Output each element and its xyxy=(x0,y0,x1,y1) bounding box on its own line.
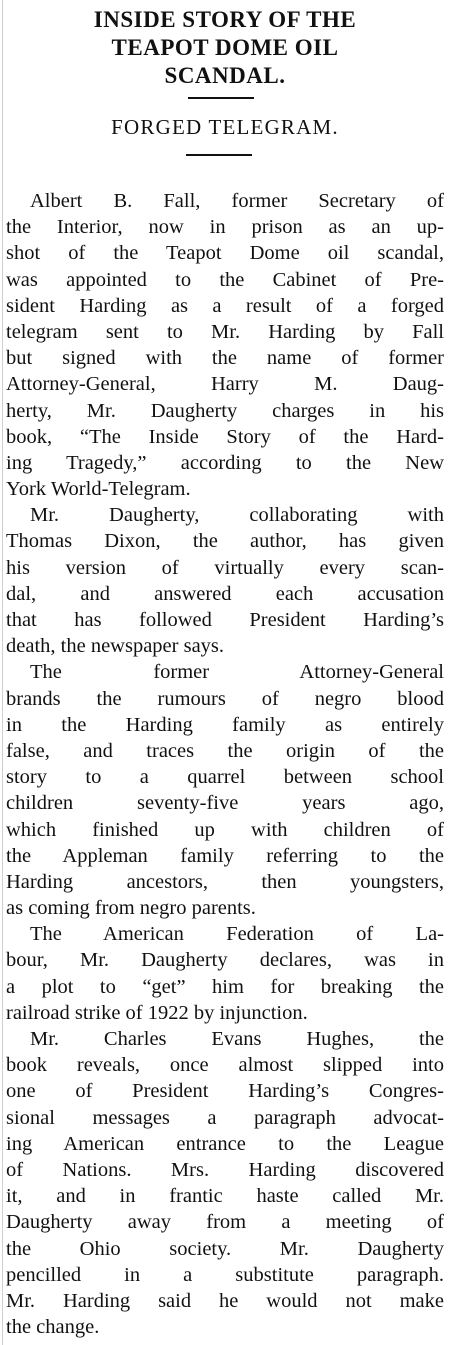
article-line: Harding ancestors, then youngsters, xyxy=(6,870,444,893)
column-edge-rule xyxy=(2,0,3,1345)
article-line: his version of virtually every scan- xyxy=(6,556,444,579)
article-body xyxy=(6,188,444,1340)
article-line: York World-Telegram. xyxy=(6,478,191,501)
article-line: which finished up with children of xyxy=(6,818,444,841)
article-line: Mr. Charles Evans Hughes, the xyxy=(30,1028,444,1050)
article-line: but signed with the name of former xyxy=(6,347,444,370)
article-line: The former Attorney-General xyxy=(30,661,444,684)
article-line: Thomas Dixon, the author, has given xyxy=(6,530,444,553)
article-line: that has followed President Harding’s xyxy=(6,609,444,631)
article-line: sident Harding as a result of a forged xyxy=(6,294,444,317)
headline-line-2: TEAPOT DOME OIL xyxy=(111,35,339,60)
article-line: it, and in frantic haste called Mr. xyxy=(6,1185,444,1208)
article-line: false, and traces the origin of the xyxy=(6,739,444,762)
article-line: book reveals, once almost slipped into xyxy=(6,1054,444,1077)
article-line: one of President Harding’s Congres- xyxy=(6,1080,444,1103)
article-line: The American Federation of La- xyxy=(30,923,444,946)
article-line: telegram sent to Mr. Harding by Fall xyxy=(6,320,444,343)
article-line: children seventy-five years ago, xyxy=(6,792,444,815)
article-line: as coming from negro parents. xyxy=(6,897,256,920)
article-line: death, the newspaper says. xyxy=(6,635,225,658)
article-line: of Nations. Mrs. Harding discovered xyxy=(6,1158,444,1181)
article-line: ing American entrance to the League xyxy=(6,1132,444,1155)
article-line: ing Tragedy,” according to the New xyxy=(6,451,444,474)
article-line: Mr. Harding said he would not make xyxy=(6,1289,444,1312)
article-line: Daugherty away from a meeting of xyxy=(6,1211,444,1234)
article-line: bour, Mr. Daugherty declares, was in xyxy=(6,949,444,972)
article-line: book, “The Inside Story of the Hard- xyxy=(6,425,444,448)
article-line: the change. xyxy=(6,1316,100,1339)
headline-line-3: SCANDAL. xyxy=(164,63,286,88)
subheadline-divider xyxy=(186,154,252,156)
article-line: dal, and answered each accusation xyxy=(6,582,444,605)
headline-divider xyxy=(188,97,254,99)
article-line: was appointed to the Cabinet of Pre- xyxy=(6,268,444,291)
article-line: pencilled in a substitute paragraph. xyxy=(6,1263,444,1286)
article-line: railroad strike of 1922 by injunction. xyxy=(6,1001,308,1024)
headline xyxy=(0,6,450,90)
article-line: story to a quarrel between school xyxy=(6,766,444,789)
article-line: the Ohio society. Mr. Daugherty xyxy=(6,1237,444,1260)
article-line: Albert B. Fall, former Secretary of xyxy=(30,190,444,212)
article-line: herty, Mr. Daugherty charges in his xyxy=(6,399,444,422)
article-line: brands the rumours of negro blood xyxy=(6,687,444,710)
article-line: Mr. Daugherty, collaborating with xyxy=(30,504,444,527)
article-line: sional messages a paragraph advocat- xyxy=(6,1106,444,1129)
article-line: a plot to “get” him for breaking the xyxy=(6,975,444,998)
article-line: the Interior, now in prison as an up- xyxy=(6,216,444,239)
article-line: in the Harding family as entirely xyxy=(6,713,444,736)
headline-line-1: INSIDE STORY OF THE xyxy=(93,7,357,32)
subheadline: FORGED TELEGRAM. xyxy=(111,115,339,139)
article-line: shot of the Teapot Dome oil scandal, xyxy=(6,242,444,265)
article-line: Attorney-General, Harry M. Daug- xyxy=(6,373,444,396)
article-line: the Appleman family referring to the xyxy=(6,844,444,867)
